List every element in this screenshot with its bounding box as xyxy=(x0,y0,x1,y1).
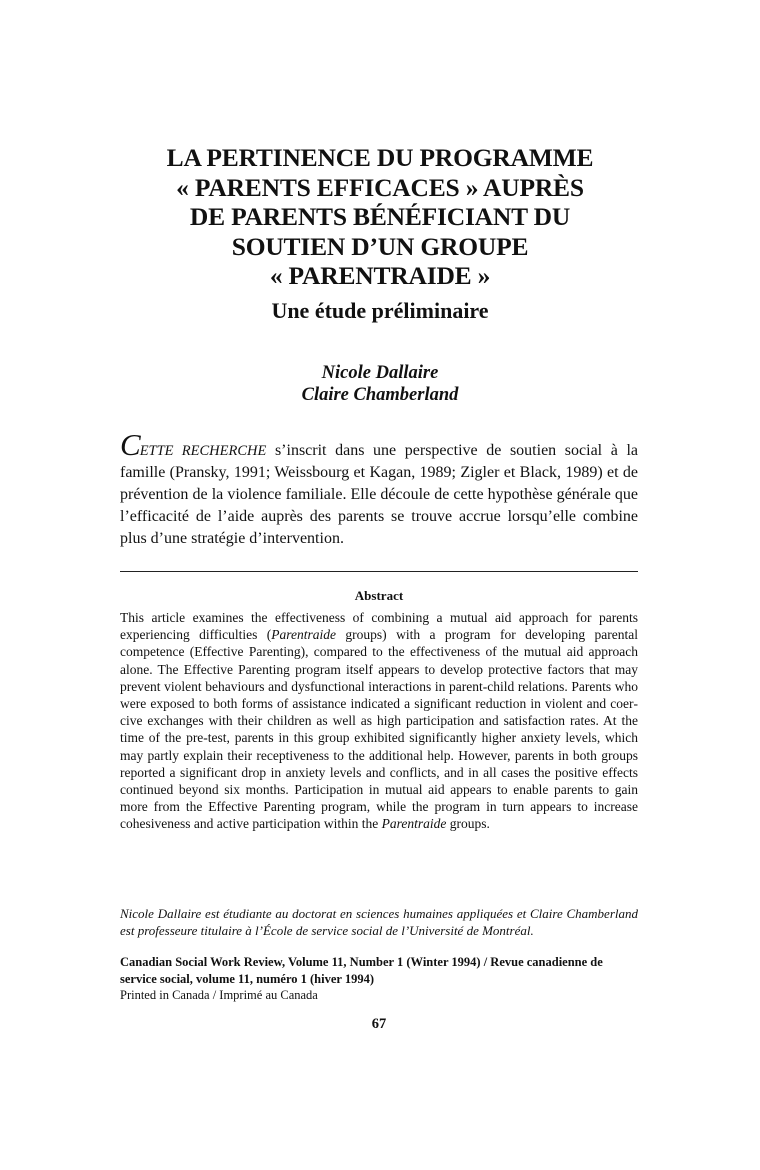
author-name: Claire Chamberland xyxy=(301,385,459,405)
journal-info xyxy=(120,954,638,1004)
title-line: DE PARENTS BÉNÉFICIANT DU xyxy=(189,202,571,231)
author-list xyxy=(120,362,640,406)
journal-citation: Canadian Social Work Review, Volume 11, Number 1 (Winter 1994) / Revue canadienne de service social, volume 11, numéro 1 (hiver 1994) xyxy=(120,955,603,986)
page-number: 67 xyxy=(371,1016,387,1032)
abstract-text-part: groups) with a program for developing parental competence (Effective Parenting), compared to the effectiveness of the mutual aid approach alone. The Effective Parenting program itself appears to develop protective factors that may prevent violent behaviours and dysfunctional interactions in parent-child relations. Parents who were exposed to both forms of assistance indicated a significant reduction in violent and coercive exchanges with their children as well as high participation and satisfaction rates. At the time of the pre-test, parents in this group exhibited significantly higher anxiety levels, which may partly explain their receptiveness to the additional help. However, parents in both groups reported a significant drop in anxiety levels and conflicts, and in all cases the positive effects continued beyond six months. Participation in mutual aid appears to enable parents to gain more from the Effective Parenting program, while the program in turn appears to increase cohesiveness and active participation within the xyxy=(120,627,639,832)
intro-text: s’inscrit dans une perspective de soutien social à la famille (Pransky, 1991; Weissbourg et Kagan, 1989; Zigler et Black, 1989) et de prévention de la violence familiale. Elle découle de cette hypothèse générale que l’efficacité de l’aide auprès des parents se trouve accrue lorsqu’elle combine plus d’une stratégie d’intervention. xyxy=(120,442,638,547)
author-affiliation: Nicole Dallaire est étudiante au doctorat en sciences humaines appliquées et Claire Chamberland est professeure titulaire à l’École de service social de l’Université de Montréal. xyxy=(120,906,638,939)
abstract-text xyxy=(120,609,638,833)
intro-paragraph xyxy=(120,427,638,550)
drop-cap: C xyxy=(120,427,140,462)
title-line: LA PERTINENCE DU PROGRAMME xyxy=(166,143,594,172)
abstract-heading: Abstract xyxy=(354,588,404,603)
abstract-text-part: groups. xyxy=(446,816,490,832)
article-title xyxy=(120,143,640,291)
abstract-italic-term: Parentraide xyxy=(381,816,447,832)
title-line: « PARENTRAIDE » xyxy=(269,261,491,290)
title-line: « PARENTS EFFICACES » AUPRÈS xyxy=(176,172,584,202)
abstract-text-part: This article examines the effectiveness of combining a mutual aid approach for parents experiencing difficulties ( xyxy=(120,610,638,643)
title-line: SOUTIEN D’UN GROUPE xyxy=(231,231,529,261)
article-subtitle: Une étude préliminaire xyxy=(271,298,489,323)
abstract-italic-term: Parentraide xyxy=(271,627,337,643)
printed-in: Printed in Canada / Imprimé au Canada xyxy=(120,988,318,1003)
section-divider xyxy=(120,571,638,572)
intro-lead-in: ETTE RECHERCHE xyxy=(139,443,267,459)
author-name: Nicole Dallaire xyxy=(321,363,439,383)
